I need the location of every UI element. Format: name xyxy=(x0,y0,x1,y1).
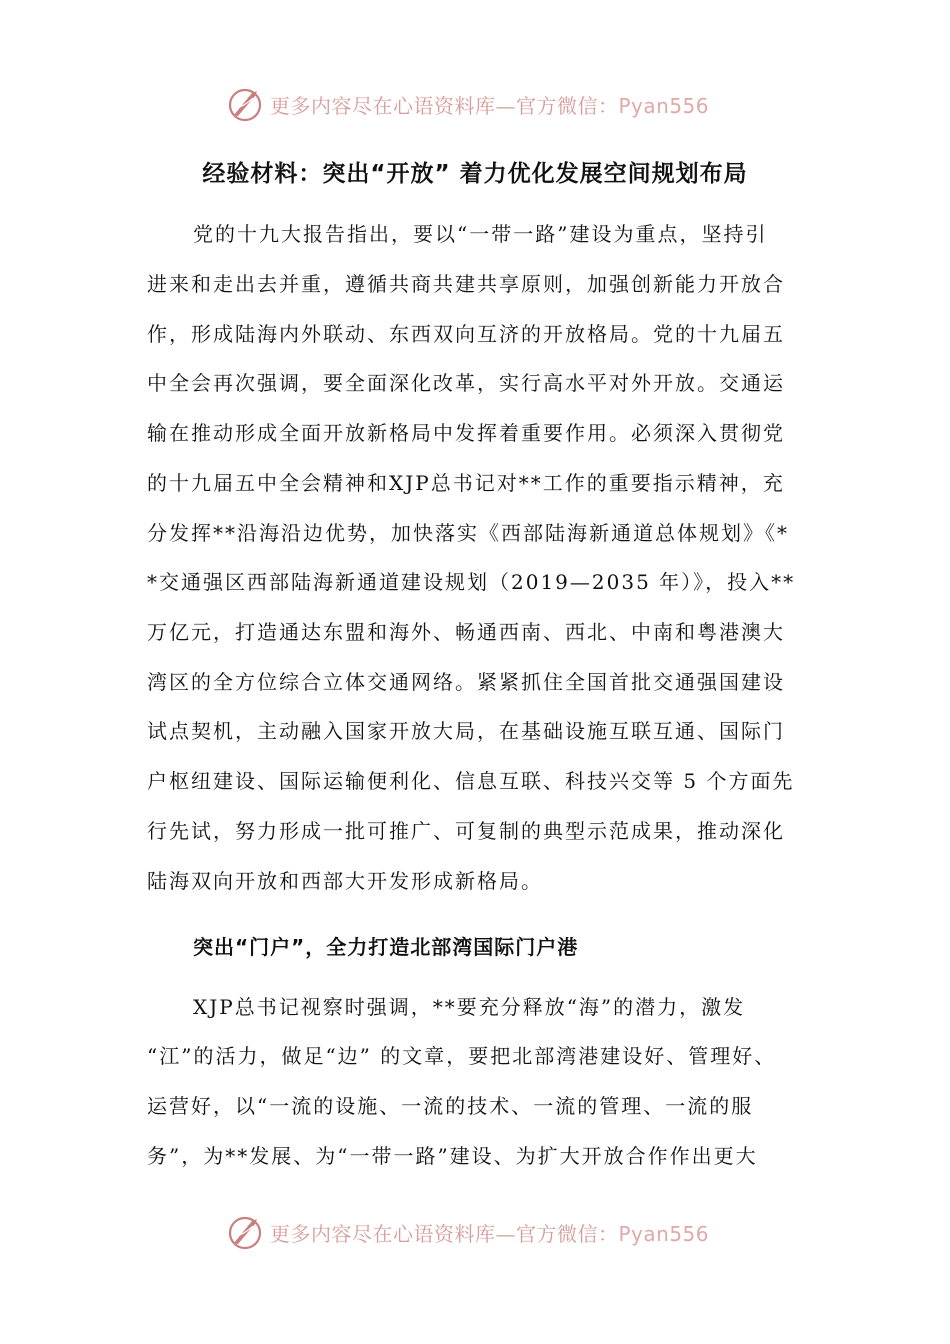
banner-text-cn: 更多内容尽在心语资料库—官方微信： xyxy=(270,93,619,118)
paragraph-line: 作，形成陆海内外联动、东西双向互济的开放格局。党的十九届五 xyxy=(147,322,785,346)
paragraph-line: 湾区的全方位综合立体交通网络。紧紧抓住全国首批交通强国建设 xyxy=(147,670,785,694)
paragraph-line: 陆海双向开放和西部大开发形成新格局。 xyxy=(147,869,543,893)
paragraph-line: 运营好，以“一流的设施、一流的技术、一流的管理、一流的服 xyxy=(147,1094,754,1118)
paragraph-line: 万亿元，打造通达东盟和海外、畅通西南、西北、中南和粤港澳大 xyxy=(147,620,785,644)
paragraph-line: 党的十九大报告指出，要以“一带一路”建设为重点，坚持引 xyxy=(193,222,768,246)
paragraph-line: 进来和走出去并重，遵循共商共建共享原则，加强创新能力开放合 xyxy=(147,272,785,296)
paragraph-line: 行先试，努力形成一批可推广、可复制的典型示范成果，推动深化 xyxy=(147,819,785,843)
paragraph-line: 户枢纽建设、国际运输便利化、信息互联、科技兴交等 5 个方面先 xyxy=(147,769,795,793)
banner-text-cn: 更多内容尽在心语资料库—官方微信： xyxy=(270,1221,619,1246)
banner-wechat-id: Pyan556 xyxy=(618,1221,710,1246)
paragraph-line: XJP总书记视察时强调，**要充分释放“海”的潜力，激发 xyxy=(193,995,746,1019)
banner-text xyxy=(270,1218,709,1247)
banner-content xyxy=(226,84,709,124)
section-heading: 突出“门户”，全力打造北部湾国际门户港 xyxy=(193,935,579,959)
banner-content xyxy=(226,1212,709,1252)
paragraph-line: *交通强区西部陆海新通道建设规划（2019—2035 年）》，投入** xyxy=(147,570,796,594)
paragraph-line: 输在推动形成全面开放新格局中发挥着重要作用。必须深入贯彻党 xyxy=(147,421,785,445)
paragraph-line: 务”，为**发展、为“一带一路”建设、为扩大开放合作作出更大 xyxy=(147,1144,758,1168)
footer-banner xyxy=(0,1212,950,1252)
paragraph-line: 分发挥**沿海沿边优势，加快落实《西部陆海新通道总体规划》《* xyxy=(147,521,789,545)
header-banner xyxy=(0,84,950,124)
paragraph-line: 的十九届五中全会精神和XJP总书记对**工作的重要指示精神，充 xyxy=(147,471,785,495)
paragraph-line: 试点契机，主动融入国家开放大局，在基础设施互联互通、国际门 xyxy=(147,719,785,743)
paragraph-line: 中全会再次强调，要全面深化改革，实行高水平对外开放。交通运 xyxy=(147,371,785,395)
quill-logo-icon xyxy=(226,1213,264,1251)
paragraph-line: “江”的活力，做足“边” 的文章，要把北部湾港建设好、管理好、 xyxy=(147,1044,777,1068)
banner-text xyxy=(270,90,709,119)
quill-logo-icon xyxy=(226,85,264,123)
banner-wechat-id: Pyan556 xyxy=(618,93,710,118)
document-title: 经验材料：突出“开放” 着力优化发展空间规划布局 xyxy=(202,161,748,187)
